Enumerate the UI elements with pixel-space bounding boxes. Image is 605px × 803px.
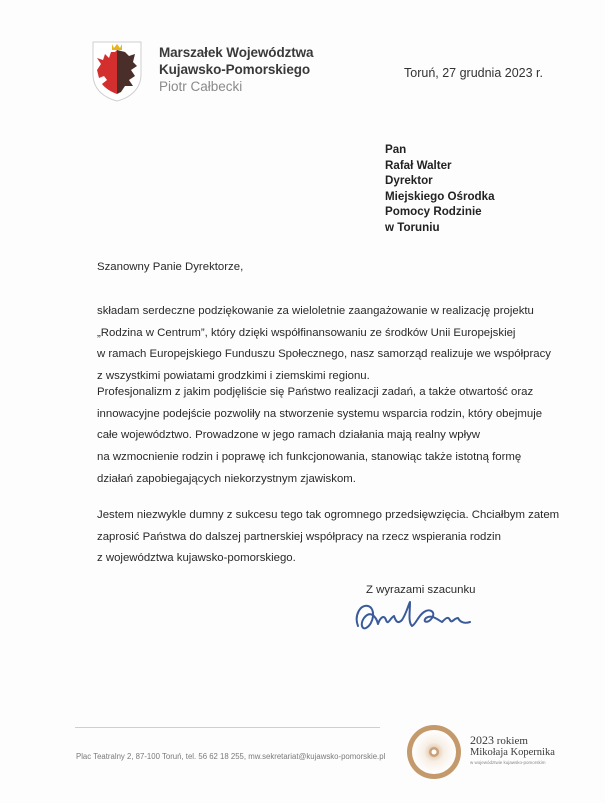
paragraph-line: z województwa kujawsko-pomorskiego. xyxy=(97,552,296,565)
kop-subtitle: w województwie kujawsko-pomorskim xyxy=(470,760,546,765)
paragraph-line: innowacyjne podejście pozwoliły na stworzenie systemu wsparcia rodzin, który obejmuje xyxy=(97,407,543,420)
addressee-line: Pan xyxy=(385,143,407,156)
paragraph-line: na wzmocnienie rodzin i poprawę ich funkcjonowania, stanowiąc także istotną formę xyxy=(97,451,522,464)
paragraph-1 xyxy=(97,301,551,388)
kop-word: rokiem xyxy=(496,735,528,747)
paragraph-line: z wszystkimi powiatami grodzkimi i ziemskimi regionu. xyxy=(97,370,370,383)
addressee-line: Rafał Walter xyxy=(385,158,452,172)
addressee-line: Miejskiego Ośrodka xyxy=(385,189,495,203)
kop-name: Mikołaja Kopernika xyxy=(470,747,555,758)
paragraph-line: zaprosić Państwa do dalszej partnerskiej współpracy na rzecz wspierania rodzin xyxy=(97,530,501,543)
handwritten-signature-icon xyxy=(352,596,492,636)
paragraph-line: w ramach Europejskiego Funduszu Społecznego, nasz samorząd realizuje we współpracy xyxy=(97,348,551,361)
closing-phrase: Z wyrazami szacunku xyxy=(366,584,476,596)
addressee-block xyxy=(385,142,495,235)
kop-year: 2023 xyxy=(470,733,494,747)
paragraph-line: działań zapobiegających niekorzystnym zjawiskom. xyxy=(97,472,356,485)
footer-divider xyxy=(75,727,380,728)
voivodeship-coat-of-arms-icon xyxy=(91,40,143,102)
copernicus-year-badge-icon xyxy=(405,723,463,781)
paragraph-line: całe województwo. Prowadzone w jego ramach działania mają realny wpływ xyxy=(97,429,481,442)
sender-name: Piotr Całbecki xyxy=(159,79,243,94)
letter-date: Toruń, 27 grudnia 2023 r. xyxy=(404,66,543,80)
paragraph-line: „Rodzina w Centrum”, który dzięki współfinansowaniu ze środków Unii Europejskiej xyxy=(97,326,516,339)
paragraph-2 xyxy=(97,382,542,491)
paragraph-3 xyxy=(97,505,559,570)
paragraph-line: składam serdeczne podziękowanie za wieloletnie zaangażowanie w realizację projektu xyxy=(97,305,534,317)
sender-title-line2: Kujawsko-Pomorskiego xyxy=(159,62,311,77)
paragraph-line: Profesjonalizm z jakim podjęliście się Państwo realizacji zadań, a także otwartość oraz xyxy=(97,386,534,398)
sender-title-line1: Marszałek Województwa xyxy=(159,45,314,60)
paragraph-line: Jestem niezwykle dumny z sukcesu tego tak ogromnego przedsięwzięcia. Chciałbym zatem xyxy=(97,509,560,521)
salutation: Szanowny Panie Dyrektorze, xyxy=(97,261,244,273)
addressee-line: w Toruniu xyxy=(385,220,440,234)
addressee-line: Dyrektor xyxy=(385,174,433,187)
sender-block xyxy=(159,44,313,95)
footer-contact: Plac Teatralny 2, 87-100 Toruń, tel. 56 62 18 255, mw.sekretariat@kujawsko-pomorskie.pl xyxy=(76,752,386,761)
copernicus-year-label xyxy=(470,735,555,766)
addressee-line: Pomocy Rodzinie xyxy=(385,205,482,218)
